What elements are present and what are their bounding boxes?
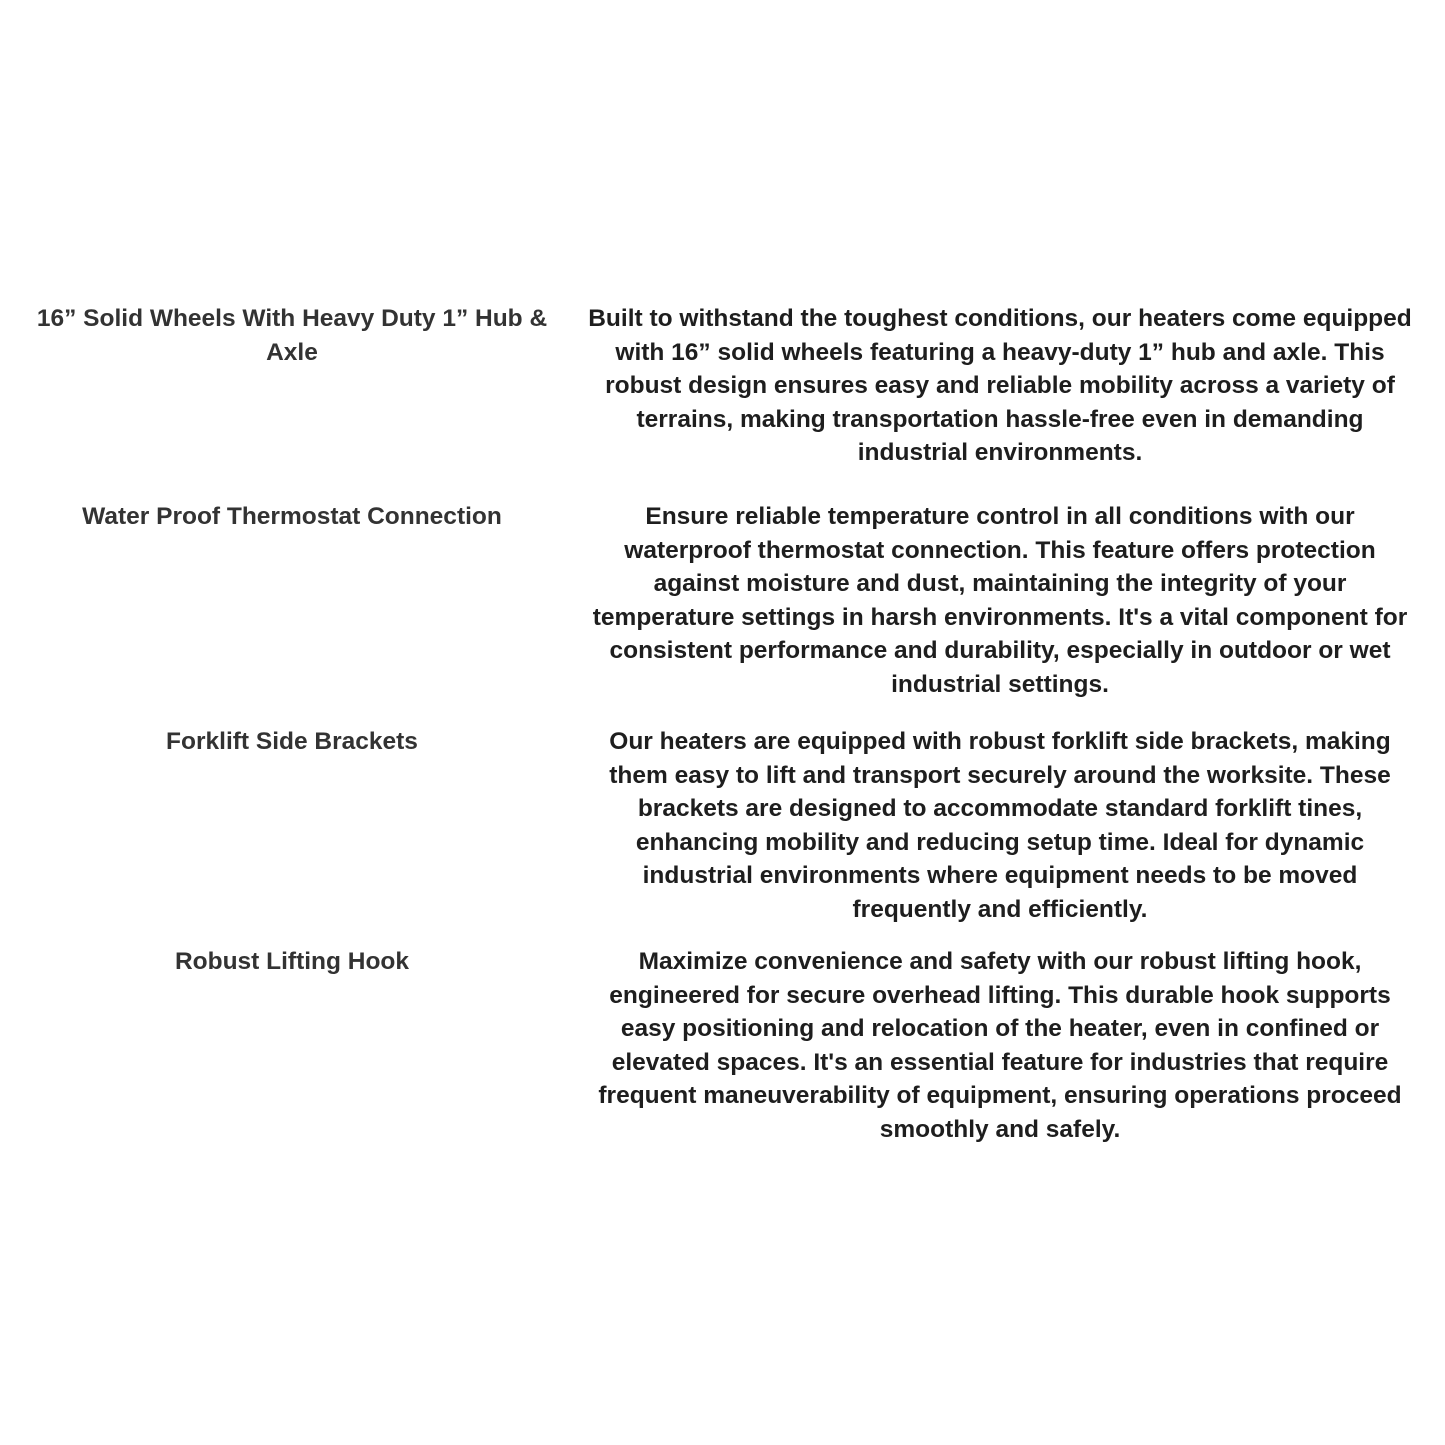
- feature-row-wheels: [0, 302, 1445, 500]
- feature-description: Ensure reliable temperature control in all conditions with our waterproof thermostat connection. This feature offers protection against moisture and dust, maintaining the integrity of your temperature settings in harsh environments. It's a vital component for consistent performance and durability, especially in outdoor or wet industrial settings.: [592, 503, 1408, 698]
- feature-description: Our heaters are equipped with robust forklift side brackets, making them easy to lift and transport securely around the worksite. These brackets are designed to accommodate standard forklift tines, enhancing mobility and reducing setup time. Ideal for dynamic industrial environments where equipment needs to be moved frequently and efficiently.: [609, 728, 1391, 923]
- feature-name: Robust Lifting Hook: [174, 948, 410, 975]
- feature-row-thermostat: [0, 500, 1445, 725]
- feature-name: Forklift Side Brackets: [166, 728, 418, 755]
- feature-name: Water Proof Thermostat Connection: [82, 503, 502, 530]
- features-table: [0, 302, 1445, 1155]
- feature-row-forklift: [0, 725, 1445, 945]
- feature-row-lifting-hook: [0, 945, 1445, 1155]
- feature-description: Built to withstand the toughest conditions, our heaters come equipped with 16” solid wheels featuring a heavy-duty 1” hub and axle. This robust design ensures easy and reliable mobility across a variety of terrains, making transportation hassle-free even in demanding industrial environments.: [588, 305, 1412, 466]
- feature-description: Maximize convenience and safety with our robust lifting hook, engineered for secure overhead lifting. This durable hook supports easy positioning and relocation of the heater, even in confined or elevated spaces. It's an essential feature for industries that require frequent maneuverability of equipment, ensuring operations proceed smoothly and safely.: [598, 948, 1402, 1143]
- feature-name: 16” Solid Wheels With Heavy Duty 1” Hub & Axle: [36, 305, 548, 366]
